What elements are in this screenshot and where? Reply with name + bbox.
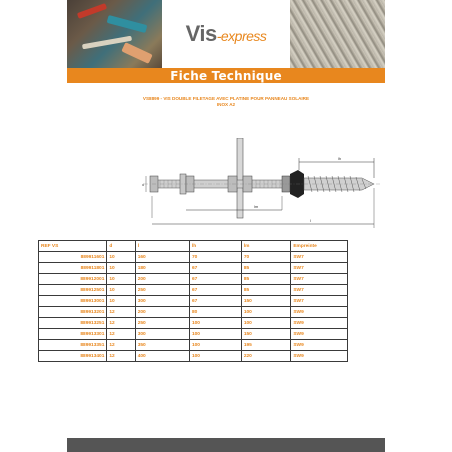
table-cell: 67 <box>189 285 241 296</box>
table-cell: 100 <box>189 329 241 340</box>
table-cell: 150 <box>241 329 291 340</box>
table-cell: 100 <box>189 351 241 362</box>
table-cell: 12 <box>107 318 135 329</box>
table-cell: 100 <box>241 318 291 329</box>
table-cell: 12 <box>107 340 135 351</box>
table-cell: 85 <box>241 285 291 296</box>
table-cell: 160 <box>135 252 189 263</box>
table-cell: 70 <box>189 252 241 263</box>
header <box>67 0 385 68</box>
table-cell: 67 <box>189 296 241 307</box>
ref-cell: 889912001 <box>39 274 107 285</box>
table-cell: SW9 <box>291 351 348 362</box>
table-cell: 80 <box>189 307 241 318</box>
ref-cell: 889913351 <box>39 340 107 351</box>
table-cell: 250 <box>135 318 189 329</box>
table-cell: SW9 <box>291 307 348 318</box>
ref-cell: 889911801 <box>39 263 107 274</box>
table-cell: 250 <box>135 285 189 296</box>
table-cell: SW7 <box>291 296 348 307</box>
table-row <box>39 296 348 307</box>
table-cell: 12 <box>107 351 135 362</box>
table-cell: SW7 <box>291 263 348 274</box>
screw-technical-drawing <box>142 138 382 238</box>
table-header-row <box>39 241 348 252</box>
table-cell: 200 <box>135 274 189 285</box>
table-cell: 12 <box>107 307 135 318</box>
table-cell: 85 <box>241 263 291 274</box>
specification-table <box>38 240 348 362</box>
table-cell: 10 <box>107 263 135 274</box>
table-cell: 10 <box>107 296 135 307</box>
table-cell: 150 <box>241 296 291 307</box>
table-cell: 100 <box>189 318 241 329</box>
ref-cell: 889913301 <box>39 329 107 340</box>
logo-area <box>162 0 290 68</box>
table-row <box>39 274 348 285</box>
ref-cell: 889913201 <box>39 307 107 318</box>
table-cell: 400 <box>135 351 189 362</box>
table-cell: 100 <box>189 340 241 351</box>
table-row <box>39 318 348 329</box>
table-cell: 85 <box>241 274 291 285</box>
label-d: d <box>142 183 144 187</box>
table-cell: 200 <box>135 307 189 318</box>
table-row <box>39 329 348 340</box>
column-header: d <box>107 241 135 252</box>
column-header: l <box>135 241 189 252</box>
table-cell: 180 <box>135 263 189 274</box>
table-cell: 10 <box>107 252 135 263</box>
table-cell: 350 <box>135 340 189 351</box>
table-cell: SW9 <box>291 329 348 340</box>
ref-cell: 889913251 <box>39 318 107 329</box>
fiche-technique-banner <box>67 68 385 83</box>
table-row <box>39 340 348 351</box>
column-header: Empreinte <box>291 241 348 252</box>
mounting-plate <box>237 138 243 218</box>
vis-express-logo[interactable]: Vis-express <box>185 21 267 46</box>
table-cell: SW7 <box>291 274 348 285</box>
product-title <box>67 96 385 108</box>
table-cell: SW7 <box>291 285 348 296</box>
banner-label: Fiche Technique <box>170 68 282 83</box>
table-cell: SW9 <box>291 340 348 351</box>
header-photo-screws <box>290 0 385 68</box>
column-header: lh <box>189 241 241 252</box>
table-cell: SW7 <box>291 252 348 263</box>
ref-cell: 889913001 <box>39 296 107 307</box>
table-cell: 12 <box>107 329 135 340</box>
product-title-line1: VS8899 - VIS DOUBLE FILETAGE AVEC PLATINE POUR PANNEAU SOLAIRE <box>142 96 310 101</box>
table-cell: 10 <box>107 285 135 296</box>
technical-sheet <box>67 0 385 452</box>
table-row <box>39 252 348 263</box>
table-row <box>39 307 348 318</box>
table-row <box>39 263 348 274</box>
table-cell: SW9 <box>291 318 348 329</box>
table-cell: 70 <box>241 252 291 263</box>
ref-cell: 889912501 <box>39 285 107 296</box>
table-cell: 195 <box>241 340 291 351</box>
label-l: l <box>310 218 311 223</box>
table-cell: 220 <box>241 351 291 362</box>
label-lm: lm <box>254 204 259 209</box>
ref-cell: 889913401 <box>39 351 107 362</box>
column-header: REF VS <box>39 241 107 252</box>
table-cell: 67 <box>189 274 241 285</box>
column-header: lm <box>241 241 291 252</box>
table-cell: 10 <box>107 274 135 285</box>
table-cell: 300 <box>135 296 189 307</box>
header-photo-tools <box>67 0 162 68</box>
ref-cell: 889911601 <box>39 252 107 263</box>
table-cell: 300 <box>135 329 189 340</box>
product-title-line2: INOX A2 <box>216 102 236 107</box>
label-lh: lh <box>338 156 342 161</box>
table-row <box>39 285 348 296</box>
table-row <box>39 351 348 362</box>
footer-bar <box>67 438 385 452</box>
table-cell: 67 <box>189 263 241 274</box>
table-cell: 100 <box>241 307 291 318</box>
